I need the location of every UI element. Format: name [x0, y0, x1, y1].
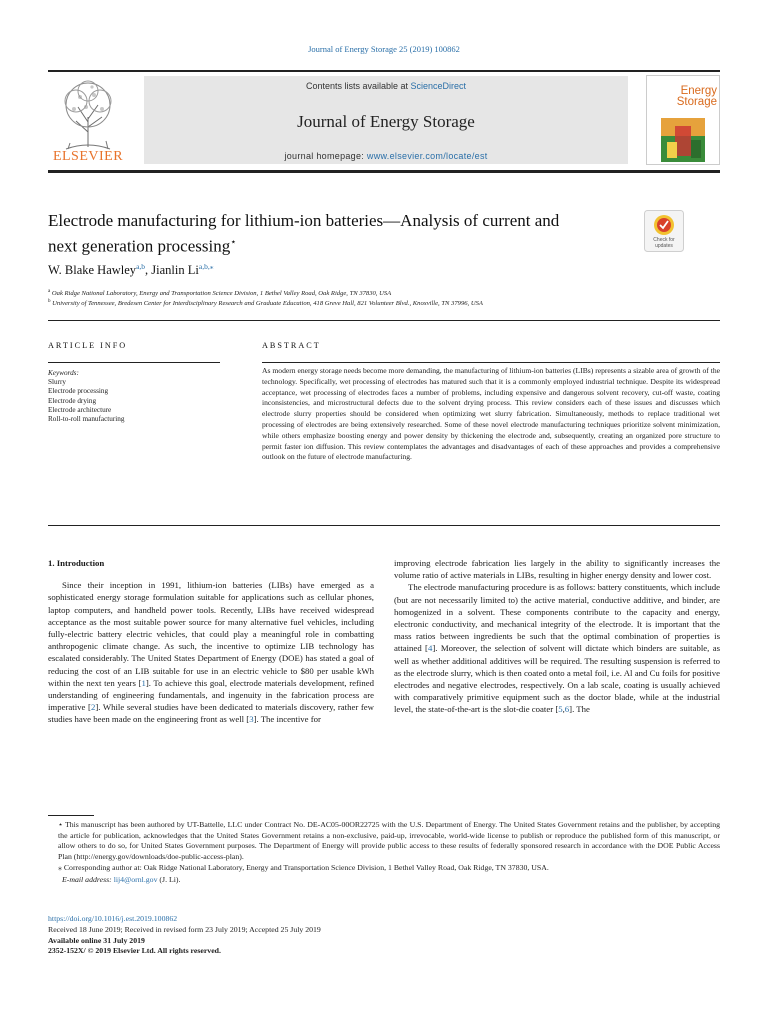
intro-paragraph-1-continued: improving electrode fabrication lies largely in the ability to significantly increases the volume ratio of active materials in LIBs, resulting in higher energy density and lower cost.	[394, 558, 720, 581]
cover-title-line2: Storage	[676, 96, 717, 108]
header-divider	[48, 320, 720, 321]
footnotes	[48, 820, 720, 887]
citation-link[interactable]: 1	[141, 677, 146, 688]
masthead-bottom-rule	[48, 170, 720, 173]
doi-link[interactable]: https://doi.org/10.1016/j.est.2019.100862	[48, 914, 178, 923]
citation-link[interactable]: 2	[90, 702, 96, 713]
cover-image	[661, 118, 705, 162]
citation-link[interactable]: 6	[564, 704, 570, 715]
email-footnote	[48, 875, 720, 886]
check-for-updates-badge[interactable]	[644, 210, 684, 252]
keyword-item: Electrode drying	[48, 396, 97, 405]
keywords-label: Keywords:	[48, 369, 79, 377]
article-title	[48, 210, 638, 258]
text-run: The electrode manufacturing procedure is as follows: battery constituents, which include (but are not necessarily limited to) the active material, conductive additive, and binder, are homogenized in a solvent. These components contribute to the capacity and energy, electronic conductivity, and mechanical integrity of the electrode. It is important that the mass ratios between ingredients be such that the optimal combination of properties is attained [	[394, 582, 720, 654]
corresponding-author-footnote: ⁎ Corresponding author at: Oak Ridge National Laboratory, Energy and Transportation Science Division, 1 Bethel Valley Road, Oak Ridge, TN 37830, USA.	[58, 863, 549, 873]
masthead-top-rule	[48, 70, 720, 72]
abstract-rule	[262, 362, 720, 363]
badge-text-line1: Check for	[653, 237, 675, 243]
body-column-left	[48, 557, 374, 726]
journal-citation[interactable]: Journal of Energy Storage 25 (2019) 100862	[308, 44, 460, 54]
received-dates: Received 18 June 2019; Received in revised form 23 July 2019; Accepted 25 July 2019	[48, 924, 321, 934]
homepage-prefix: journal homepage:	[284, 151, 367, 161]
text-run: ]. Moreover, the selection of solvent will dictate which binders are suitable, as well as whether additional additives will be required. The resulting suspension is referred to as the electrode slurry, which is then coated onto a metal foil, i.e. Al and Cu foils for positive electrodes and negative electrodes, respectively. On a lab scale, coating is usually achieved with comparatively primitive equipment such as the doctor blade, while at the industrial level, the state-of-the-art is the slot-die coater [	[394, 643, 720, 715]
copyright-line: 2352-152X/ © 2019 Elsevier Ltd. All rights reserved.	[48, 946, 221, 956]
email-label: E-mail address:	[62, 874, 114, 884]
masthead-banner	[144, 76, 628, 164]
badge-text-line2: updates	[655, 243, 673, 249]
author-li-affiliation[interactable]: a,b,⁎	[198, 262, 214, 271]
affiliation-a	[48, 289, 391, 297]
contents-availability	[144, 81, 628, 91]
cover-title	[661, 86, 717, 108]
cover-title-line1: Energy	[680, 85, 717, 97]
citation-link[interactable]: 5	[558, 704, 563, 715]
citation-link[interactable]: 4	[427, 643, 433, 654]
text-run: ]. The	[569, 704, 590, 715]
homepage-link[interactable]: www.elsevier.com/locate/est	[366, 151, 488, 161]
email-suffix: (J. Li).	[157, 874, 181, 884]
article-info-heading: ARTICLE INFO	[48, 341, 128, 350]
article-title-line1: Electrode manufacturing for lithium-ion batteries—Analysis of current and	[48, 211, 560, 230]
article-metadata	[48, 914, 720, 957]
author-separator: ,	[145, 263, 152, 278]
body-column-right	[394, 557, 720, 716]
title-footnote-mark[interactable]: ⋆	[230, 237, 237, 248]
intro-paragraph-1	[48, 579, 374, 725]
article-info-rule	[48, 362, 220, 363]
affiliation-a-mark: a	[48, 289, 51, 294]
abstract-bottom-rule	[48, 525, 720, 526]
journal-masthead	[48, 73, 720, 168]
citation-separator: ,	[562, 704, 565, 715]
author-hawley-affiliation[interactable]: a,b	[136, 262, 146, 271]
author-li[interactable]: Jianlin Li	[151, 263, 199, 278]
journal-title: Journal of Energy Storage	[297, 112, 475, 131]
affiliation-b-text: University of Tennessee, Bredesen Center for Interdisciplinary Research and Graduate Education, 418 Greve Hall, 821 Volunteer Blvd., Knoxville, TN 37996, USA	[52, 300, 483, 308]
keyword-item: Slurry	[48, 378, 66, 387]
author-hawley[interactable]: W. Blake Hawley	[48, 263, 137, 278]
text-run: ]. The incentive for	[253, 714, 321, 725]
author-list	[48, 262, 213, 278]
footnote-rule	[48, 815, 94, 816]
journal-homepage	[144, 151, 628, 161]
funding-footnote: ⋆ This manuscript has been authored by UT-Battelle, LLC under Contract No. DE-AC05-00OR22725 with the U.S. Department of Energy. The United States Government retains and the publisher, by accepting the article for publication, acknowledges that the United States Government retains a non-exclusive, paid-up, irrevocable, world-wide license to publish or reproduce the published form of this manuscript, or allow others to do so, for United States Government purposes. The Department of Energy will provide public access to these results of federally sponsored research in accordance with the DOE Public Access Plan (http://energy.gov/downloads/doe-public-access-plan).	[58, 820, 720, 861]
publisher-name: ELSEVIER	[52, 149, 124, 164]
text-run: ]. While several studies have been dedicated to materials discovery, rather few studies have been made on the engineering front as well [	[48, 702, 374, 725]
citation-link[interactable]: 3	[249, 714, 254, 725]
sciencedirect-link[interactable]: ScienceDirect	[410, 81, 467, 91]
keywords-block	[48, 369, 220, 424]
keyword-item: Roll-to-roll manufacturing	[48, 415, 125, 424]
available-online-date: Available online 31 July 2019	[48, 935, 145, 945]
keyword-item: Electrode architecture	[48, 405, 112, 414]
text-run: Since their inception in 1991, lithium-ion batteries (LIBs) have emerged as a sophisticated energy storage formulation suitable for applications such as cellular phones, laptop computers, and handheld power tools. Recently, LIBs have received widespread acceptance as the most suitable power source for many alternative fuel vehicles, including fully-electric battery electric vehicles, that could play a meaningful role in combatting anthropogenic climate change. As such, the incentive to optimize LIB technology has escalated considerably. The United States Department of Energy (DOE) has stated a goal of reducing the cost of an LIB suitable for use in an electric vehicle to $80 per usable kWh within the next ten years [	[48, 580, 374, 688]
keyword-item: Electrode processing	[48, 387, 109, 396]
introduction-heading: 1. Introduction	[48, 558, 105, 568]
abstract-heading: ABSTRACT	[262, 341, 321, 350]
affiliation-a-text: Oak Ridge National Laboratory, Energy and Transportation Science Division, 1 Bethel Valley Road, Oak Ridge, TN 37830, USA	[51, 290, 392, 298]
abstract-text: As modern energy storage needs become more demanding, the manufacturing of lithium-ion batteries (LIBs) represents a sizable area of growth of the technology. Specifically, wet processing of electrodes has matured such that it is a commonly employed industrial technique. Despite its widespread acceptance, wet processing of electrodes faces a number of problems, including expensive and dangerous solvent recovery, cut-off waste, coating inconsistencies, and microstructural defects due to the solvent drying process. This review considers each of these issues and discusses which electrode slurry properties should be considered when optimizing wet slurry fabrication. Simultaneously, methods to replace traditional wet processing of electrodes are being extensively researched. Some of these novel electrode manufacturing techniques prioritize solvent minimization, while others emphasize boosting energy and power density by thickening the electrode and, subsequently, creating an organized pore structure to permit faster ion diffusion. This review contemplates the advantages and disadvantages of each of these approaches and provides a comprehensive outlook on the future of electrode manufacturing.	[262, 366, 720, 462]
affiliation-b-mark: b	[48, 299, 51, 304]
contents-prefix: Contents lists available at	[305, 81, 411, 91]
intro-paragraph-2	[394, 581, 720, 715]
text-run: ]. To achieve this goal, electrode materials development, refined understanding of engineering fundamentals, and ingenuity in the fabrication process are imperative [	[48, 677, 374, 713]
email-link[interactable]: lij4@ornl.gov	[113, 874, 158, 884]
affiliation-b	[48, 299, 483, 307]
article-title-line2: next generation processing	[48, 236, 231, 256]
journal-cover-thumbnail[interactable]	[646, 75, 720, 165]
